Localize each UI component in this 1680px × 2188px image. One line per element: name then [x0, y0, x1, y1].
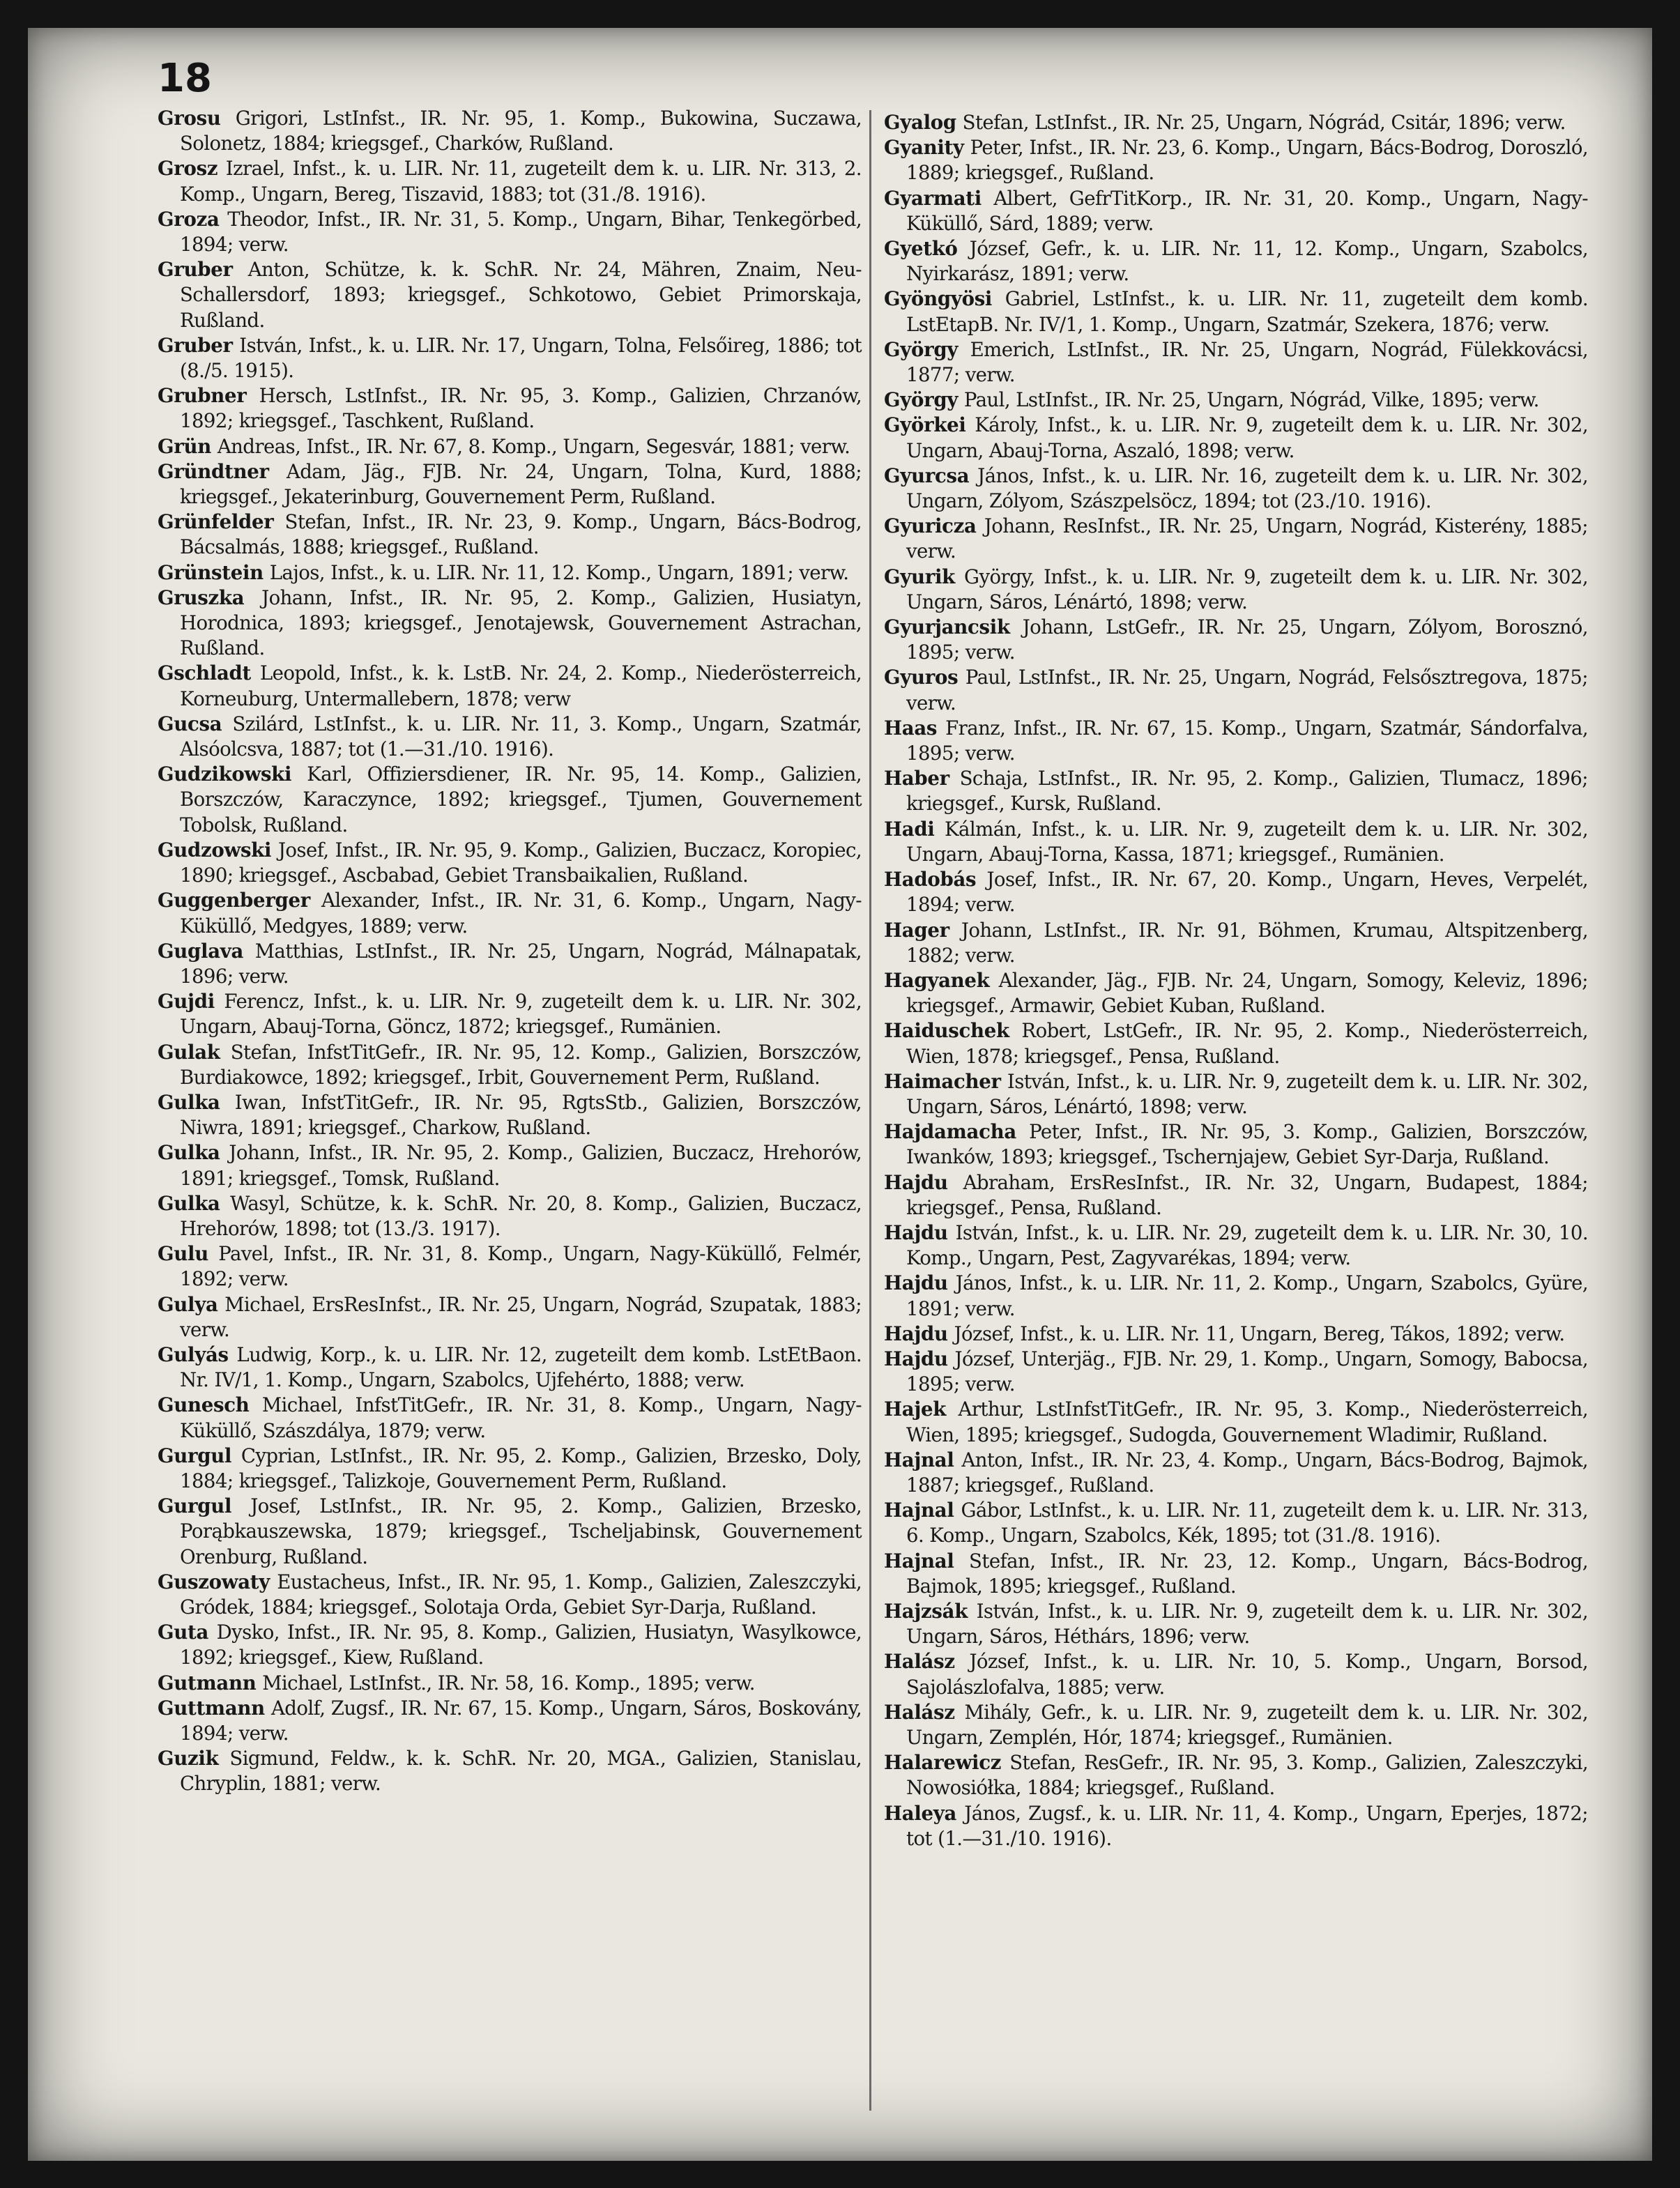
list-entry: [158, 1090, 862, 1140]
list-entry: [884, 1271, 1588, 1321]
entry-details: Károly, Infst., k. u. LIR. Nr. 9, zugeteilt dem k. u. LIR. Nr. 302, Ungarn, Abauj-Torna, Aszaló, 1898; verw.: [906, 413, 1588, 462]
list-entry: [884, 1599, 1588, 1649]
entry-details: Grigori, LstInfst., IR. Nr. 95, 1. Komp., Bukowina, Suczawa, Solonetz, 1884; kriegsgef., Charków, Rußland.: [180, 107, 862, 155]
entry-surname: Haleya: [884, 1801, 957, 1825]
entry-details: Abraham, ErsResInfst., IR. Nr. 32, Ungarn, Budapest, 1884; kriegsgef., Pensa, Rußland.: [906, 1170, 1588, 1219]
entry-surname: Guta: [158, 1621, 209, 1644]
list-entry: [158, 257, 862, 333]
entry-surname: Gyetkó: [884, 237, 958, 261]
list-entry: [884, 565, 1588, 615]
entry-details: Paul, LstInfst., IR. Nr. 25, Ungarn, Nográd, Felsősztregova, 1875; verw.: [906, 666, 1588, 714]
list-entry: [884, 1801, 1588, 1851]
entry-surname: Haimacher: [884, 1069, 1001, 1093]
list-entry: [158, 1671, 862, 1696]
entry-details: Alexander, Jäg., FJB. Nr. 24, Ungarn, Somogy, Keleviz, 1896; kriegsgef., Armawir, Gebiet Kuban, Rußland.: [906, 968, 1588, 1018]
entry-details: Peter, Infst., IR. Nr. 95, 3. Komp., Galizien, Borszczów, Iwanków, 1893; kriegsgef., Tschernjajew, Gebiet Syr-Darja, Rußland.: [906, 1120, 1588, 1169]
entry-details: Pavel, Infst., IR. Nr. 31, 8. Komp., Ungarn, Nagy-Küküllő, Felmér, 1892; verw.: [180, 1242, 862, 1291]
entry-details: Johann, Infst., IR. Nr. 95, 2. Komp., Galizien, Husiatyn, Horodnica, 1893; kriegsgef., Jenotajewsk, Gouvernement Astrachan, Rußland.: [180, 586, 862, 660]
entry-details: Adolf, Zugsf., IR. Nr. 67, 15. Komp., Ungarn, Sáros, Boskovány, 1894; verw.: [180, 1696, 862, 1745]
list-entry: [158, 510, 862, 560]
entry-surname: Guggenberger: [158, 889, 311, 912]
list-entry: [158, 712, 862, 762]
list-entry: [884, 1750, 1588, 1800]
list-entry: [884, 1170, 1588, 1221]
list-entry: [158, 838, 862, 888]
entry-details: István, Infst., k. u. LIR. Nr. 9, zugeteilt dem k. u. LIR. Nr. 302, Ungarn, Sáros, Lénártó, 1898; verw.: [906, 1069, 1588, 1118]
list-entry: [884, 1069, 1588, 1119]
list-entry: [884, 1322, 1588, 1347]
entry-surname: Gyalog: [884, 111, 956, 134]
list-entry: [158, 459, 862, 510]
entry-surname: Gulak: [158, 1040, 220, 1064]
entry-surname: Guzik: [158, 1747, 219, 1770]
entry-details: Josef, Infst., IR. Nr. 95, 9. Komp., Galizien, Buczacz, Koropiec, 1890; kriegsgef., Ascbabad, Gebiet Transbaikalien, Rußland.: [180, 838, 862, 887]
entry-surname: Gudzikowski: [158, 763, 292, 786]
entry-surname: Gyöngyösi: [884, 287, 993, 311]
entry-details: Adam, Jäg., FJB. Nr. 24, Ungarn, Tolna, Kurd, 1888; kriegsgef., Jekaterinburg, Gouvernement Perm, Rußland.: [180, 459, 862, 509]
entry-details: Johann, Infst., IR. Nr. 95, 2. Komp., Galizien, Buczacz, Hrehorów, 1891; kriegsgef., Tomsk, Rußland.: [180, 1141, 862, 1190]
list-entry: [158, 207, 862, 257]
list-entry: [158, 939, 862, 989]
entry-surname: Hajdu: [884, 1322, 948, 1345]
list-entry: [884, 1347, 1588, 1397]
entry-details: Anton, Infst., IR. Nr. 23, 4. Komp., Ungarn, Bács-Bodrog, Bajmok, 1887; kriegsgef., Rußland.: [906, 1448, 1588, 1497]
entry-surname: Gyuros: [884, 666, 959, 689]
list-entry: [884, 1221, 1588, 1271]
entry-surname: Grünstein: [158, 560, 264, 584]
list-entry: [884, 1549, 1588, 1599]
entry-details: Karl, Offiziersdiener, IR. Nr. 95, 14. Komp., Galizien, Borszczów, Karaczynce, 1892; kriegsgef., Tjumen, Gouvernement Tobolsk, Rußland.: [180, 763, 862, 836]
entry-details: Hersch, LstInfst., IR. Nr. 95, 3. Komp., Galizien, Chrzanów, 1892; kriegsgef., Taschkent, Rußland.: [180, 384, 862, 433]
list-entry: [158, 106, 862, 156]
entry-surname: Hajdu: [884, 1347, 948, 1370]
list-entry: [158, 1620, 862, 1670]
list-entry: [884, 766, 1588, 816]
list-entry: [884, 1649, 1588, 1699]
list-entry: [158, 434, 862, 459]
column-divider: [869, 110, 871, 2111]
entry-details: Josef, Infst., IR. Nr. 67, 20. Komp., Ungarn, Heves, Verpelét, 1894; verw.: [906, 868, 1588, 917]
entry-details: Johann, LstGefr., IR. Nr. 25, Ungarn, Zólyom, Borosznó, 1895; verw.: [906, 615, 1588, 664]
left-column: [158, 106, 862, 1797]
entry-details: József, Infst., k. u. LIR. Nr. 10, 5. Komp., Ungarn, Borsod, Sajolászlofalva, 1885; verw.: [906, 1650, 1588, 1699]
entry-surname: Gulka: [158, 1090, 220, 1114]
entry-surname: Hadobás: [884, 868, 977, 892]
entry-details: Schaja, LstInfst., IR. Nr. 95, 2. Komp., Galizien, Tlumacz, 1896; kriegsgef., Kursk, Rußland.: [906, 767, 1588, 816]
list-entry: [884, 1498, 1588, 1548]
entry-details: Lajos, Infst., k. u. LIR. Nr. 11, 12. Komp., Ungarn, 1891; verw.: [269, 560, 849, 584]
list-entry: [884, 968, 1588, 1018]
entry-surname: Gschladt: [158, 661, 251, 685]
entry-details: István, Infst., k. u. LIR. Nr. 17, Ungarn, Tolna, Felsőireg, 1886; tot (8./5. 1915).: [180, 333, 862, 383]
entry-surname: Gutmann: [158, 1671, 257, 1694]
list-entry: [884, 464, 1588, 514]
list-entry: [158, 1040, 862, 1090]
list-entry: [884, 867, 1588, 917]
entry-surname: Hajdu: [884, 1170, 948, 1194]
entry-surname: Halarewicz: [884, 1751, 1002, 1775]
entry-surname: Gründtner: [158, 459, 269, 483]
entry-details: Michael, LstInfst., IR. Nr. 58, 16. Komp., 1895; verw.: [262, 1671, 755, 1694]
entry-details: György, Infst., k. u. LIR. Nr. 9, zugeteilt dem k. u. LIR. Nr. 302, Ungarn, Sáros, Lénártó, 1898; verw.: [906, 565, 1588, 613]
entry-details: Matthias, LstInfst., IR. Nr. 25, Ungarn, Nográd, Málnapatak, 1896; verw.: [180, 939, 862, 988]
list-entry: [884, 186, 1588, 236]
entry-surname: Hajnal: [884, 1549, 954, 1573]
list-entry: [158, 989, 862, 1039]
entry-details: István, Infst., k. u. LIR. Nr. 9, zugeteilt dem k. u. LIR. Nr. 302, Ungarn, Sáros, Héthárs, 1896; verw.: [906, 1599, 1588, 1648]
list-entry: [884, 135, 1588, 185]
entry-surname: Gruber: [158, 333, 233, 357]
entry-details: Szilárd, LstInfst., k. u. LIR. Nr. 11, 3. Komp., Ungarn, Szatmár, Alsóolcsva, 1887; tot (1.—31./10. 1916).: [180, 712, 862, 761]
list-entry: [158, 156, 862, 206]
entry-details: Sigmund, Feldw., k. k. SchR. Nr. 20, MGA., Galizien, Stanislau, Chryplin, 1881; verw.: [180, 1747, 862, 1796]
entry-details: Cyprian, LstInfst., IR. Nr. 95, 2. Komp., Galizien, Brzesko, Doly, 1884; kriegsgef., Talizkoje, Gouvernement Perm, Rußland.: [180, 1444, 862, 1492]
entry-surname: Guglava: [158, 939, 244, 963]
entry-details: Peter, Infst., IR. Nr. 23, 6. Komp., Ungarn, Bács-Bodrog, Doroszló, 1889; kriegsgef., Rußland.: [906, 136, 1588, 185]
entry-surname: Grubner: [158, 384, 247, 408]
list-entry: [158, 1140, 862, 1191]
list-entry: [884, 1018, 1588, 1069]
entry-surname: Gucsa: [158, 712, 222, 735]
entry-details: Iwan, InfstTitGefr., IR. Nr. 95, RgtsStb., Galizien, Borszczów, Niwra, 1891; kriegsgef., Charkow, Rußland.: [180, 1090, 862, 1140]
entry-details: Ferencz, Infst., k. u. LIR. Nr. 9, zugeteilt dem k. u. LIR. Nr. 302, Ungarn, Abauj-Torna, Göncz, 1872; kriegsgef., Rumänien.: [180, 990, 862, 1039]
entry-surname: Hager: [884, 918, 949, 942]
list-entry: [158, 1494, 862, 1570]
entry-details: Ludwig, Korp., k. u. LIR. Nr. 12, zugeteilt dem komb. LstEtBaon. Nr. IV/1, 1. Komp., Ungarn, Szabolcs, Ujfehérto, 1888; verw.: [180, 1342, 862, 1392]
entry-surname: Groza: [158, 207, 220, 231]
entry-surname: Gulyás: [158, 1342, 229, 1366]
entry-surname: Hadi: [884, 817, 935, 841]
entry-details: Izrael, Infst., k. u. LIR. Nr. 11, zugeteilt dem k. u. LIR. Nr. 313, 2. Komp., Ungarn, Bereg, Tiszavid, 1883; tot (31./8. 1916).: [180, 157, 862, 206]
entry-surname: Gulka: [158, 1191, 220, 1215]
list-entry: [884, 817, 1588, 867]
entry-details: József, Unterjäg., FJB. Nr. 29, 1. Komp., Ungarn, Somogy, Babocsa, 1895; verw.: [906, 1347, 1588, 1396]
list-entry: [884, 236, 1588, 286]
list-entry: [884, 1397, 1588, 1447]
list-entry: [884, 110, 1588, 135]
entry-surname: Gudzowski: [158, 838, 272, 862]
entry-surname: Gulu: [158, 1242, 208, 1266]
entry-surname: Guszowaty: [158, 1570, 270, 1593]
entry-surname: Gyurcsa: [884, 464, 970, 487]
list-entry: [884, 337, 1588, 388]
entry-details: János, Infst., k. u. LIR. Nr. 11, 2. Komp., Ungarn, Szabolcs, Gyüre, 1891; verw.: [906, 1271, 1588, 1320]
list-entry: [884, 413, 1588, 463]
list-entry: [158, 1292, 862, 1342]
entry-surname: Grosz: [158, 157, 218, 181]
entry-details: Stefan, InfstTitGefr., IR. Nr. 95, 12. Komp., Galizien, Borszczów, Burdiakowce, 1892; kriegsgef., Irbit, Gouvernement Perm, Rußland.: [180, 1040, 862, 1089]
list-entry: [158, 1191, 862, 1241]
entry-details: Wasyl, Schütze, k. k. SchR. Nr. 20, 8. Komp., Galizien, Buczacz, Hrehorów, 1898; tot (13./3. 1917).: [180, 1191, 862, 1240]
list-entry: [884, 665, 1588, 715]
list-entry: [158, 586, 862, 661]
entry-details: Stefan, LstInfst., IR. Nr. 25, Ungarn, Nógrád, Csitár, 1896; verw.: [962, 111, 1566, 134]
list-entry: [158, 560, 862, 586]
entry-surname: Grünfelder: [158, 510, 274, 534]
list-entry: [158, 1393, 862, 1443]
entry-details: Stefan, Infst., IR. Nr. 23, 9. Komp., Ungarn, Bács-Bodrog, Bácsalmás, 1888; kriegsgef., Rußland.: [180, 510, 862, 559]
entry-details: Josef, LstInfst., IR. Nr. 95, 2. Komp., Galizien, Brzesko, Porąbkauszewska, 1879; kriegsgef., Tscheljabinsk, Gouvernement Orenburg, Rußland.: [180, 1494, 862, 1568]
entry-details: Emerich, LstInfst., IR. Nr. 25, Ungarn, Nográd, Fülekkovácsi, 1877; verw.: [906, 337, 1588, 387]
entry-surname: Gurgul: [158, 1444, 232, 1467]
list-entry: [158, 383, 862, 434]
list-entry: [158, 1746, 862, 1796]
entry-details: Robert, LstGefr., IR. Nr. 95, 2. Komp., Niederösterreich, Wien, 1878; kriegsgef., Pensa, Rußland.: [906, 1019, 1588, 1068]
entry-details: Dysko, Infst., IR. Nr. 95, 8. Komp., Galizien, Husiatyn, Wasylkowce, 1892; kriegsgef., Kiew, Rußland.: [180, 1621, 862, 1669]
entry-surname: Gulya: [158, 1292, 218, 1316]
entry-details: Michael, InfstTitGefr., IR. Nr. 31, 8. Komp., Ungarn, Nagy-Küküllő, Szászdálya, 1879; verw.: [180, 1393, 862, 1442]
list-entry: [158, 1342, 862, 1393]
entry-details: Johann, LstInfst., IR. Nr. 91, Böhmen, Krumau, Altspitzenberg, 1882; verw.: [906, 918, 1588, 967]
entry-surname: Gulka: [158, 1141, 220, 1165]
entry-details: József, Gefr., k. u. LIR. Nr. 11, 12. Komp., Ungarn, Szabolcs, Nyirkarász, 1891; verw.: [906, 237, 1588, 286]
entry-details: Eustacheus, Infst., IR. Nr. 95, 1. Komp., Galizien, Zaleszczyki, Gródek, 1884; kriegsgef., Solotaja Orda, Gebiet Syr-Darja, Rußland.: [180, 1570, 862, 1619]
entry-details: Albert, GefrTitKorp., IR. Nr. 31, 20. Komp., Ungarn, Nagy-Küküllő, Sárd, 1889; verw.: [906, 186, 1588, 235]
entry-details: Arthur, LstInfstTitGefr., IR. Nr. 95, 3. Komp., Niederösterreich, Wien, 1895; kriegsgef., Sudogda, Gouvernement Wladimir, Rußland.: [906, 1398, 1588, 1446]
entry-details: Franz, Infst., IR. Nr. 67, 15. Komp., Ungarn, Szatmár, Sándorfalva, 1895; verw.: [906, 716, 1588, 765]
entry-details: Paul, LstInfst., IR. Nr. 25, Ungarn, Nógrád, Vilke, 1895; verw.: [963, 388, 1539, 412]
list-entry: [884, 388, 1588, 413]
entry-details: Stefan, ResGefr., IR. Nr. 95, 3. Komp., Galizien, Zaleszczyki, Nowosiółka, 1884; kriegsgef., Rußland.: [906, 1751, 1588, 1800]
entry-details: Gabriel, LstInfst., k. u. LIR. Nr. 11, zugeteilt dem komb. LstEtapB. Nr. IV/1, 1. Komp., Ungarn, Szatmár, Szekera, 1876; verw.: [906, 287, 1588, 336]
entry-surname: Hajek: [884, 1398, 947, 1421]
entry-details: Gábor, LstInfst., k. u. LIR. Nr. 11, zugeteilt dem k. u. LIR. Nr. 313, 6. Komp., Ungarn, Szabolcs, Kék, 1895; tot (31./8. 1916).: [906, 1499, 1588, 1547]
entry-surname: Gujdi: [158, 990, 215, 1013]
entry-details: János, Zugsf., k. u. LIR. Nr. 11, 4. Komp., Ungarn, Eperjes, 1872; tot (1.—31./10. 1916).: [906, 1801, 1588, 1850]
document-page: [28, 28, 1652, 2161]
entry-details: József, Infst., k. u. LIR. Nr. 11, Ungarn, Bereg, Tákos, 1892; verw.: [954, 1322, 1565, 1345]
list-entry: [884, 1448, 1588, 1498]
entry-surname: Hajdu: [884, 1221, 948, 1244]
entry-surname: Gunesch: [158, 1393, 250, 1417]
list-entry: [884, 286, 1588, 337]
entry-surname: Halász: [884, 1650, 955, 1674]
entry-details: Leopold, Infst., k. k. LstB. Nr. 24, 2. Komp., Niederösterreich, Korneuburg, Untermallebern, 1878; verw: [180, 661, 862, 710]
entry-details: János, Infst., k. u. LIR. Nr. 16, zugeteilt dem k. u. LIR. Nr. 302, Ungarn, Zólyom, Szászpelsöcz, 1894; tot (23./10. 1916).: [906, 464, 1588, 513]
entry-surname: Gruber: [158, 258, 233, 282]
entry-surname: Gyuricza: [884, 514, 977, 538]
entry-details: Mihály, Gefr., k. u. LIR. Nr. 9, zugeteilt dem k. u. LIR. Nr. 302, Ungarn, Zemplén, Hór, 1874; kriegsgef., Rumänien.: [906, 1700, 1588, 1749]
entry-details: Theodor, Infst., IR. Nr. 31, 5. Komp., Ungarn, Bihar, Tenkegörbed, 1894; verw.: [180, 207, 862, 257]
entry-surname: György: [884, 388, 959, 412]
entry-surname: Hajnal: [884, 1499, 954, 1522]
entry-surname: Hajnal: [884, 1448, 954, 1471]
right-column: [884, 110, 1588, 1851]
entry-surname: Halász: [884, 1700, 955, 1724]
entry-details: István, Infst., k. u. LIR. Nr. 29, zugeteilt dem k. u. LIR. Nr. 30, 10. Komp., Ungarn, Pest, Zagyvarékas, 1894; verw.: [906, 1221, 1588, 1270]
entry-surname: Guttmann: [158, 1696, 265, 1720]
entry-details: Alexander, Infst., IR. Nr. 31, 6. Komp., Ungarn, Nagy-Küküllő, Medgyes, 1889; verw.: [180, 889, 862, 938]
list-entry: [158, 1696, 862, 1746]
entry-details: Stefan, Infst., IR. Nr. 23, 12. Komp., Ungarn, Bács-Bodrog, Bajmok, 1895; kriegsgef., Rußland.: [906, 1549, 1588, 1598]
entry-surname: Haas: [884, 716, 938, 740]
entry-surname: Gruszka: [158, 586, 245, 609]
list-entry: [158, 888, 862, 938]
entry-surname: Györkei: [884, 413, 966, 437]
entry-surname: Hagyanek: [884, 968, 990, 992]
entry-surname: Grün: [158, 434, 212, 458]
entry-details: Michael, ErsResInfst., IR. Nr. 25, Ungarn, Nográd, Szupatak, 1883; verw.: [180, 1292, 862, 1341]
entry-surname: Gyurjancsik: [884, 615, 1010, 639]
list-entry: [884, 716, 1588, 766]
entry-surname: Haiduschek: [884, 1019, 1009, 1043]
list-entry: [158, 333, 862, 383]
entry-surname: Hajzsák: [884, 1599, 968, 1623]
entry-surname: Grosu: [158, 107, 221, 130]
entry-surname: Gyarmati: [884, 186, 982, 210]
list-entry: [158, 762, 862, 838]
list-entry: [884, 1119, 1588, 1170]
entry-surname: Hajdu: [884, 1271, 948, 1295]
entry-surname: Gurgul: [158, 1494, 232, 1518]
list-entry: [158, 1570, 862, 1620]
entry-surname: Gyurik: [884, 565, 955, 588]
entry-details: Anton, Schütze, k. k. SchR. Nr. 24, Mähren, Znaim, Neu-Schallersdorf, 1893; kriegsgef., Schkotowo, Gebiet Primorskaja, Rußland.: [180, 258, 862, 332]
entry-surname: Hajdamacha: [884, 1120, 1016, 1144]
entry-surname: György: [884, 337, 959, 361]
list-entry: [158, 661, 862, 711]
entry-details: Johann, ResInfst., IR. Nr. 25, Ungarn, Nográd, Kisterény, 1885; verw.: [906, 514, 1588, 563]
list-entry: [158, 1444, 862, 1494]
page-number: 18: [158, 56, 212, 101]
list-entry: [158, 1241, 862, 1292]
entry-surname: Haber: [884, 767, 949, 790]
list-entry: [884, 918, 1588, 968]
list-entry: [884, 514, 1588, 564]
entry-details: Kálmán, Infst., k. u. LIR. Nr. 9, zugeteilt dem k. u. LIR. Nr. 302, Ungarn, Abauj-Torna, Kassa, 1871; kriegsgef., Rumänien.: [906, 817, 1589, 866]
list-entry: [884, 1700, 1588, 1750]
list-entry: [884, 615, 1588, 665]
entry-details: Andreas, Infst., IR. Nr. 67, 8. Komp., Ungarn, Segesvár, 1881; verw.: [217, 434, 850, 458]
entry-surname: Gyanity: [884, 136, 964, 160]
